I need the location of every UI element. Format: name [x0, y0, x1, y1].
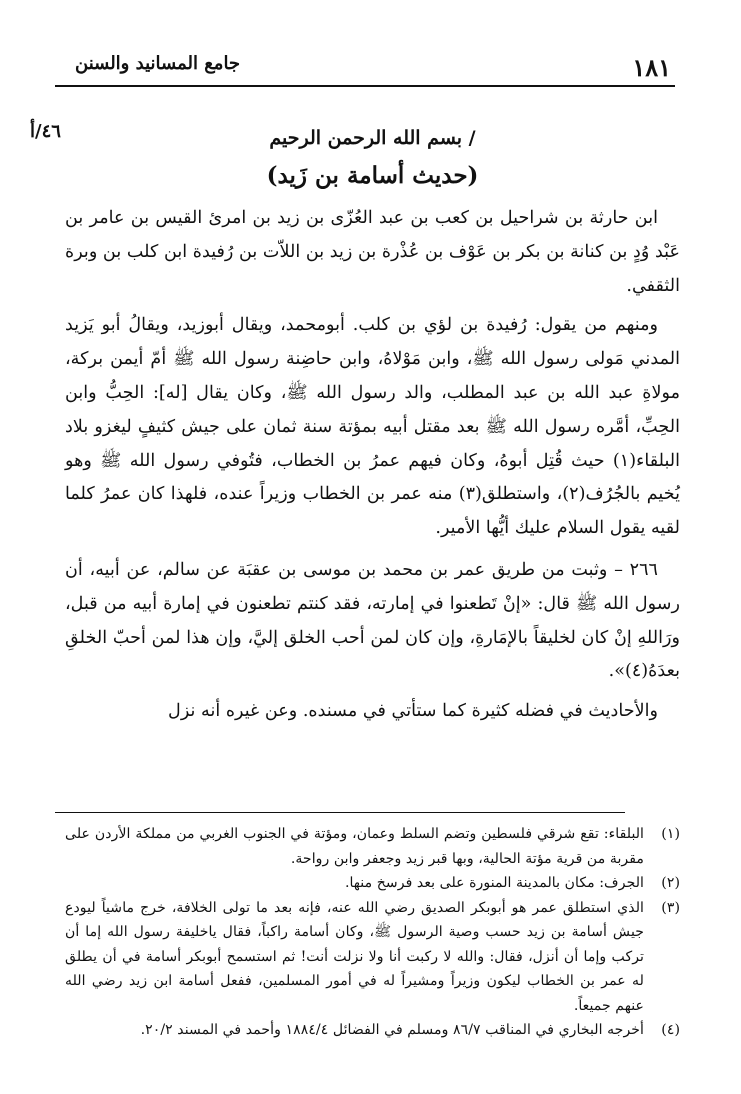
footnote [65, 822, 680, 871]
footnote-number: (١) [661, 826, 680, 842]
paragraph: ومنهم من يقول: رُفيدة بن لؤي بن كلب. أبومحمد، ويقال أبوزيد، ويقالُ أبو يَزيد المدني مَولى رسول الله ﷺ، وابن مَوْلاهُ، وابن حاضِنة رسول الله ﷺ أمّ أيمن بركة، مولاةِ عبد الله بن عبد المطلب، والد رسول الله ﷺ، وكان يقال [له]: الحِبُّ وابن الحِبِّ، أمَّره رسول الله ﷺ بعد مقتل أبيه بمؤتة سنة ثمان على جيش كثيفٍ ليغزو بلاد البلقاء(١) حيث قُتِل أبوهُ، وكان فيهم عمرُ بن الخطاب، فتُوفي رسول الله ﷺ وهو يُخيم بالجُرُف(٢)، واستطلق(٣) منه عمر بن الخطاب وزيراً عنده، فلهذا كان عمرُ كلما لقيه يقول السلام عليك أيُّها الأمير. [65, 315, 680, 539]
footnote-text: الجرف: مكان بالمدينة المنورة على بعد فرسخ منها. [344, 875, 644, 891]
footnote-number: (٢) [661, 875, 680, 891]
footnote-text: البلقاء: تقع شرقي فلسطين وتضم السلط وعمان، ومؤتة في الجنوب الغربي من مملكة الأردن على مقربة من قرية مؤتة الحالية، وبها قبر زيد وجعفر وابن رواحة. [65, 826, 644, 867]
footnote-number: (٣) [661, 899, 680, 916]
manuscript-folio-ref: ٤٦/أ [30, 121, 61, 142]
section-title: (حديث أسامة بن زَيد) [266, 162, 479, 189]
paragraph: ابن حارثة بن شراحيل بن كعب بن عبد العُزّى بن زيد بن امرئ القيس بن عامر بن عَبْد وُدٍ بن كنانة بن بكر بن عَوْف بن عُذْرة بن زيد بن اللاّت بن رُفيدة ابن كلب بن وبرة الثقفي. [65, 208, 680, 296]
footnotes [65, 822, 680, 1043]
footnote [65, 1018, 680, 1043]
footnote [65, 896, 680, 1019]
main-text [65, 120, 680, 735]
footnote-separator [55, 812, 625, 813]
page-number: ١٨١ [632, 53, 671, 82]
paragraph: والأحاديث في فضله كثيرة كما ستأتي في مسنده. وعن غيره أنه نزل [168, 701, 658, 722]
running-title: جامع المسانيد والسنن [75, 53, 241, 74]
footnote-text: أخرجه البخاري في المناقب ٨٦/٧ ومسلم في الفضائل ١٨٨٤/٤ وأحمد في المسند ٢٠/٢. [140, 1022, 644, 1038]
page-header [55, 45, 675, 87]
footnote-text: الذي استطلق عمر هو أبوبكر الصديق رضي الله عنه، فإنه بعد ما تولى الخلافة، خرج ماشياً ليودع جيش أسامة بن زيد حسب وصية الرسول ﷺ، وكان أسامة راكباً، فقال ياخليفة رسول الله إما أن تركب وإما أن أنزل، فقال: والله لا ركبت أنا ولا نزلت أنت! ثم استسمح أبوبكر أسامة في أن يطلق له عمر بن الخطاب ليكون وزيراً ومشيراً له في أمور المسلمين، ففعل أسامة ابن زيد رضي الله عنهم جميعاً. [65, 899, 644, 1014]
basmala: / بسم الله الرحمن الرحيم [269, 127, 476, 149]
paragraph: ٢٦٦ – وثبت من طريق عمر بن محمد بن موسى بن عقبَة عن سالم، عن أبيه، أن رسول الله ﷺ قال: «إنْ تَطعنوا في إمارته، فقد كنتم تطعنون في إمارة أبيه من قبل، ورَاللهِ إنْ كان لخليقاً بالإمَارةِ، وإن كان لمن أحب الخلق إليَّ، وإن هذا لمن أحبّ الخلقِ بعدَهُ(٤)». [65, 559, 680, 682]
footnote [65, 871, 680, 896]
footnote-number: (٤) [661, 1022, 680, 1038]
